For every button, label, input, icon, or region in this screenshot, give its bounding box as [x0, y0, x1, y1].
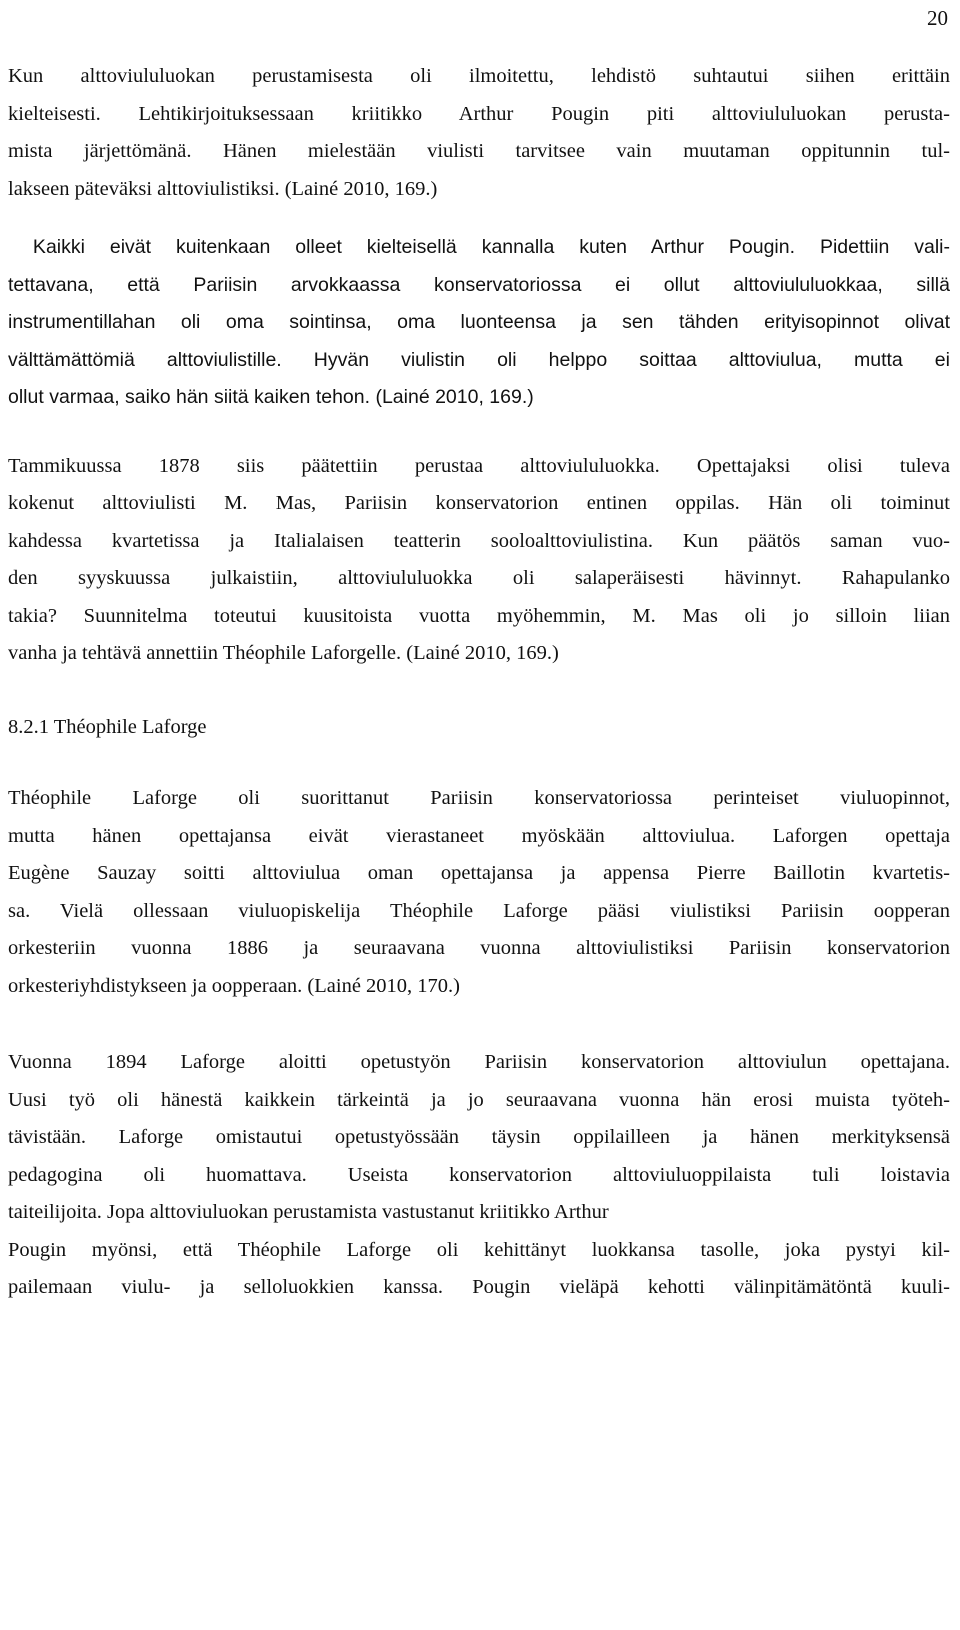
paragraph-3 — [8, 448, 950, 673]
text-line: instrumentillahan oli oma sointinsa, oma luonteensa ja sen tähden erityisopinnot olivat — [8, 311, 950, 333]
text-line: mutta hänen opettajansa eivät vierastaneet myöskään alttoviulua. Laforgen opettaja — [8, 824, 950, 847]
text-line: takia? Suunnitelma toteutui kuusitoista vuotta myöhemmin, M. Mas oli jo silloin liian — [8, 604, 950, 627]
section-heading: 8.2.1 Théophile Laforge — [8, 715, 207, 738]
text-line: orkesteriin vuonna 1886 ja seuraavana vuonna alttoviulistiksi Pariisin konservatorion — [8, 937, 950, 959]
text-line: tävistään. Laforge omistautui opetustyössään täysin oppilailleen ja hänen merkityksensä — [8, 1126, 950, 1148]
text-line: Théophile Laforge oli suorittanut Pariisin konservatoriossa perinteiset viuluopinnot, — [8, 787, 950, 809]
text-line: kielteisesti. Lehtikirjoituksessaan kriitikko Arthur Pougin piti alttoviululuokan perusta- — [8, 102, 950, 125]
text-line: mista järjettömänä. Hänen mielestään viulisti tarvitsee vain muutaman oppitunnin tul- — [8, 140, 950, 162]
document-body — [8, 58, 950, 1307]
text-line: Tammikuussa 1878 siis päätettiin perustaa alttoviululuokka. Opettajaksi olisi tuleva — [8, 454, 950, 477]
text-line: Kaikki eivät kuitenkaan olleet kielteisellä kannalla kuten Arthur Pougin. Pidettiin vali- — [8, 236, 950, 258]
text-line: kahdessa kvartetissa ja Italialaisen teatterin sooloalttoviulistina. Kun päätös saman vuo- — [8, 529, 950, 552]
section-paragraph-2 — [8, 1044, 950, 1307]
text-line: välttämättömiä alttoviulistille. Hyvän viulistin oli helppo soittaa alttoviulua, mutta ei — [8, 348, 950, 371]
text-line: lakseen päteväksi alttoviulistiksi. (Lainé 2010, 169.) — [8, 177, 438, 200]
text-line: Kun alttoviululuokan perustamisesta oli ilmoitettu, lehdistö suhtautui siihen erittäin — [8, 65, 950, 87]
text-line: taiteilijoita. Jopa alttoviuluokan perustamista vastustanut kriitikko Arthur — [8, 1201, 609, 1223]
text-line: sa. Vielä ollessaan viuluopiskelija Théophile Laforge pääsi viulistiksi Pariisin oopperan — [8, 899, 950, 922]
section-paragraph-1 — [8, 780, 950, 1005]
text-line: kokenut alttoviulisti M. Mas, Pariisin konservatorion entinen oppilas. Hän oli toiminut — [8, 492, 950, 514]
text-line: vanha ja tehtävä annettiin Théophile Laforgelle. (Lainé 2010, 169.) — [8, 642, 559, 664]
paragraph-1 — [8, 58, 950, 208]
text-line: ollut varmaa, saiko hän siitä kaiken tehon. (Lainé 2010, 169.) — [8, 386, 534, 408]
text-line: Uusi työ oli hänestä kaikkein tärkeintä ja jo seuraavana vuonna hän erosi muista työteh- — [8, 1088, 950, 1111]
page-number: 20 — [927, 6, 948, 30]
text-line: Pougin myönsi, että Théophile Laforge oli kehittänyt luokkansa tasolle, joka pystyi kil- — [8, 1238, 950, 1261]
text-line: orkesteriyhdistykseen ja oopperaan. (Lainé 2010, 170.) — [8, 974, 461, 997]
text-line: tettavana, että Pariisin arvokkaassa konservatoriossa ei ollut alttoviululuokkaa, sillä — [8, 273, 950, 296]
text-line: Eugène Sauzay soitti alttoviulua oman opettajansa ja appensa Pierre Baillotin kvartetis- — [8, 862, 950, 884]
paragraph-2 — [8, 229, 950, 417]
text-line: den syyskuussa julkaistiin, alttoviululuokka oli salaperäisesti hävinnyt. Rahapulanko — [8, 567, 950, 589]
text-line: Vuonna 1894 Laforge aloitti opetustyön Pariisin konservatorion alttoviulun opettajana. — [8, 1051, 950, 1073]
text-line: pailemaan viulu- ja selloluokkien kanssa. Pougin vieläpä kehotti välinpitämätöntä kuuli- — [8, 1276, 950, 1298]
text-line: pedagogina oli huomattava. Useista konservatorion alttoviuluoppilaista tuli loistavia — [8, 1163, 950, 1186]
